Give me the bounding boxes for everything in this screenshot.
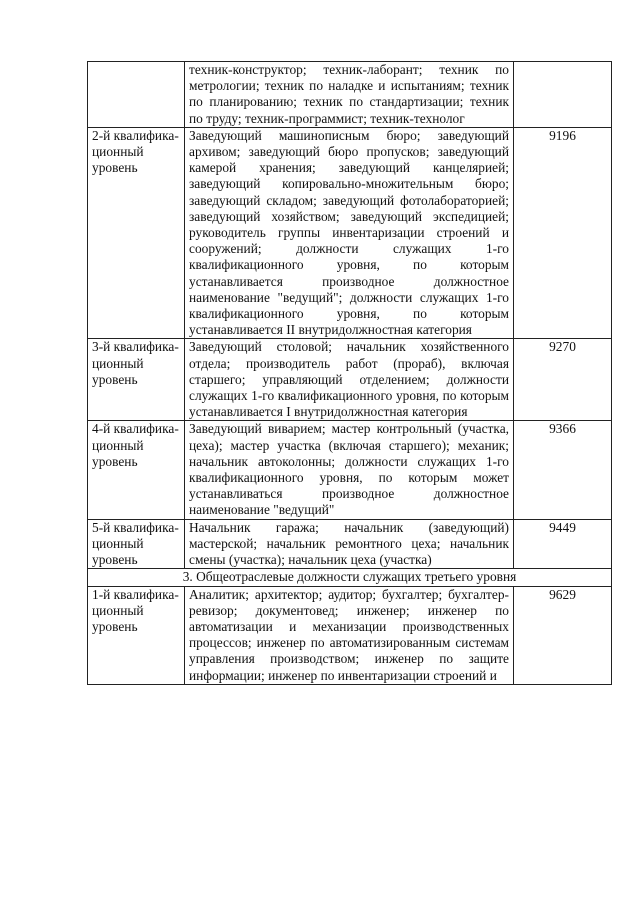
table-row bbox=[88, 586, 612, 684]
salary-value: 9366 bbox=[514, 421, 612, 519]
section-title: 3. Общеотраслевые должности служащих третьего уровня bbox=[88, 569, 612, 586]
table-row bbox=[88, 127, 612, 339]
salary-value: 9449 bbox=[514, 519, 612, 569]
qualification-level bbox=[88, 62, 185, 128]
position-list: Заведующий виварием; мастер контрольный (участка, цеха); мастер участка (включая старшего); механик; начальник автоколонны; должности служащих 1-го квалификационного уровня, по которым может устанавливаться производное должностное наименование "ведущий" bbox=[185, 421, 514, 519]
section-header-row bbox=[88, 569, 612, 586]
position-list: техник-конструктор; техник-лаборант; техник по метрологии; техник по наладке и испытаниям; техник по планированию; техник по стандартизации; техник по труду; техник-программист; техник-технолог bbox=[185, 62, 514, 128]
table-row bbox=[88, 62, 612, 128]
position-list: Начальник гаража; начальник (заведующий) мастерской; начальник ремонтного цеха; начальник смены (участка); начальник цеха (участка) bbox=[185, 519, 514, 569]
salary-value: 9629 bbox=[514, 586, 612, 684]
position-list: Заведующий машинописным бюро; заведующий архивом; заведующий бюро пропусков; заведующий камерой хранения; заведующий канцелярией; заведующий копировально-множительным бюро; заведующий складом; заведующий фотолабораторией; заведующий хозяйством; заведующий экспедицией; руководитель группы инвентаризации строений и сооружений; должности служащих 1-го квалификационного уровня, по которым устанавливается производное должностное наименование "ведущий"; должности служащих 1-го квалификационного уровня, по которым устанавливается II внутридолжностная категория bbox=[185, 127, 514, 339]
salary-value: 9196 bbox=[514, 127, 612, 339]
table-row bbox=[88, 339, 612, 421]
qualification-level: 2-й квалифика-ционный уровень bbox=[88, 127, 185, 339]
table-row bbox=[88, 519, 612, 569]
qualification-level: 4-й квалифика-ционный уровень bbox=[88, 421, 185, 519]
qualification-level: 1-й квалифика-ционный уровень bbox=[88, 586, 185, 684]
salary-value: 9270 bbox=[514, 339, 612, 421]
table-row bbox=[88, 421, 612, 519]
position-list: Заведующий столовой; начальник хозяйственного отдела; производитель работ (прораб), включая старшего; управляющий отделением; должности служащих 1-го квалификационного уровня, по которым устанавливается I внутридолжностная категория bbox=[185, 339, 514, 421]
qualification-level: 5-й квалифика-ционный уровень bbox=[88, 519, 185, 569]
salary-value bbox=[514, 62, 612, 128]
position-list: Аналитик; архитектор; аудитор; бухгалтер; бухгалтер-ревизор; документовед; инженер; инженер по автоматизации и механизации производственных процессов; инженер по автоматизированным системам управления производством; инженер по защите информации; инженер по инвентаризации строений и bbox=[185, 586, 514, 684]
qualification-level: 3-й квалифика-ционный уровень bbox=[88, 339, 185, 421]
positions-table bbox=[87, 61, 612, 685]
